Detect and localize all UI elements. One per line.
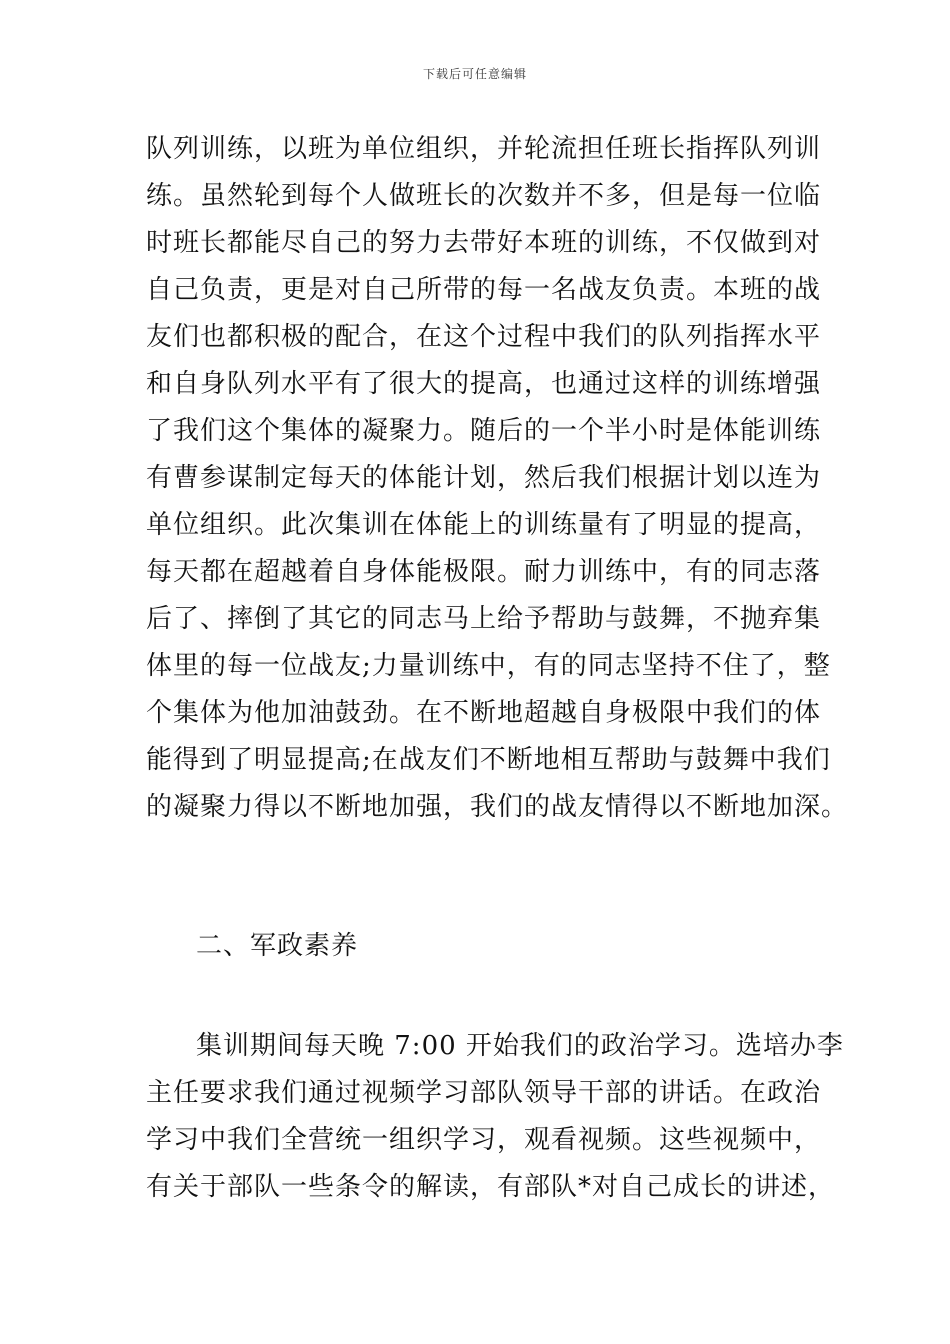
paragraph-line: 体里的每一位战友;力量训练中，有的同志坚持不住了，整 <box>146 651 831 681</box>
paragraph-line: 个集体为他加油鼓劲。在不断地超越自身极限中我们的体 <box>146 698 822 728</box>
paragraph-line: 集训期间每天晚 7:00 开始我们的政治学习。选培办李 <box>196 1031 844 1061</box>
paragraph-line: 主任要求我们通过视频学习部队领导干部的讲话。在政治 <box>146 1078 822 1108</box>
paragraph-line: 单位组织。此次集训在体能上的训练量有了明显的提高， <box>146 510 822 540</box>
section-heading: 二、军政素养 <box>196 931 359 961</box>
paragraph-line: 每天都在超越着自身体能极限。耐力训练中，有的同志落 <box>146 557 822 587</box>
page-header: 下载后可任意编辑 <box>422 67 527 81</box>
paragraph-line: 的凝聚力得以不断地加强，我们的战友情得以不断地加深。 <box>146 792 849 822</box>
paragraph-line: 学习中我们全营统一组织学习，观看视频。这些视频中， <box>146 1125 822 1155</box>
paragraph-line: 了我们这个集体的凝聚力。随后的一个半小时是体能训练 <box>146 416 822 446</box>
paragraph-line: 时班长都能尽自己的努力去带好本班的训练，不仅做到对 <box>146 228 822 258</box>
paragraph-line: 有关于部队一些条令的解读，有部队*对自己成长的讲述， <box>146 1172 836 1202</box>
paragraph-line: 友们也都积极的配合，在这个过程中我们的队列指挥水平 <box>146 322 822 352</box>
paragraph-line: 后了、摔倒了其它的同志马上给予帮助与鼓舞，不抛弃集 <box>146 604 822 634</box>
paragraph-line: 能得到了明显提高;在战友们不断地相互帮助与鼓舞中我们 <box>146 745 831 775</box>
paragraph-line: 自己负责，更是对自己所带的每一名战友负责。本班的战 <box>146 275 822 305</box>
paragraph-line: 练。虽然轮到每个人做班长的次数并不多，但是每一位临 <box>146 181 822 211</box>
paragraph-line: 队列训练，以班为单位组织，并轮流担任班长指挥队列训 <box>146 134 822 164</box>
paragraph-line: 有曹参谋制定每天的体能计划，然后我们根据计划以连为 <box>146 463 822 493</box>
paragraph-line: 和自身队列水平有了很大的提高，也通过这样的训练增强 <box>146 369 822 399</box>
